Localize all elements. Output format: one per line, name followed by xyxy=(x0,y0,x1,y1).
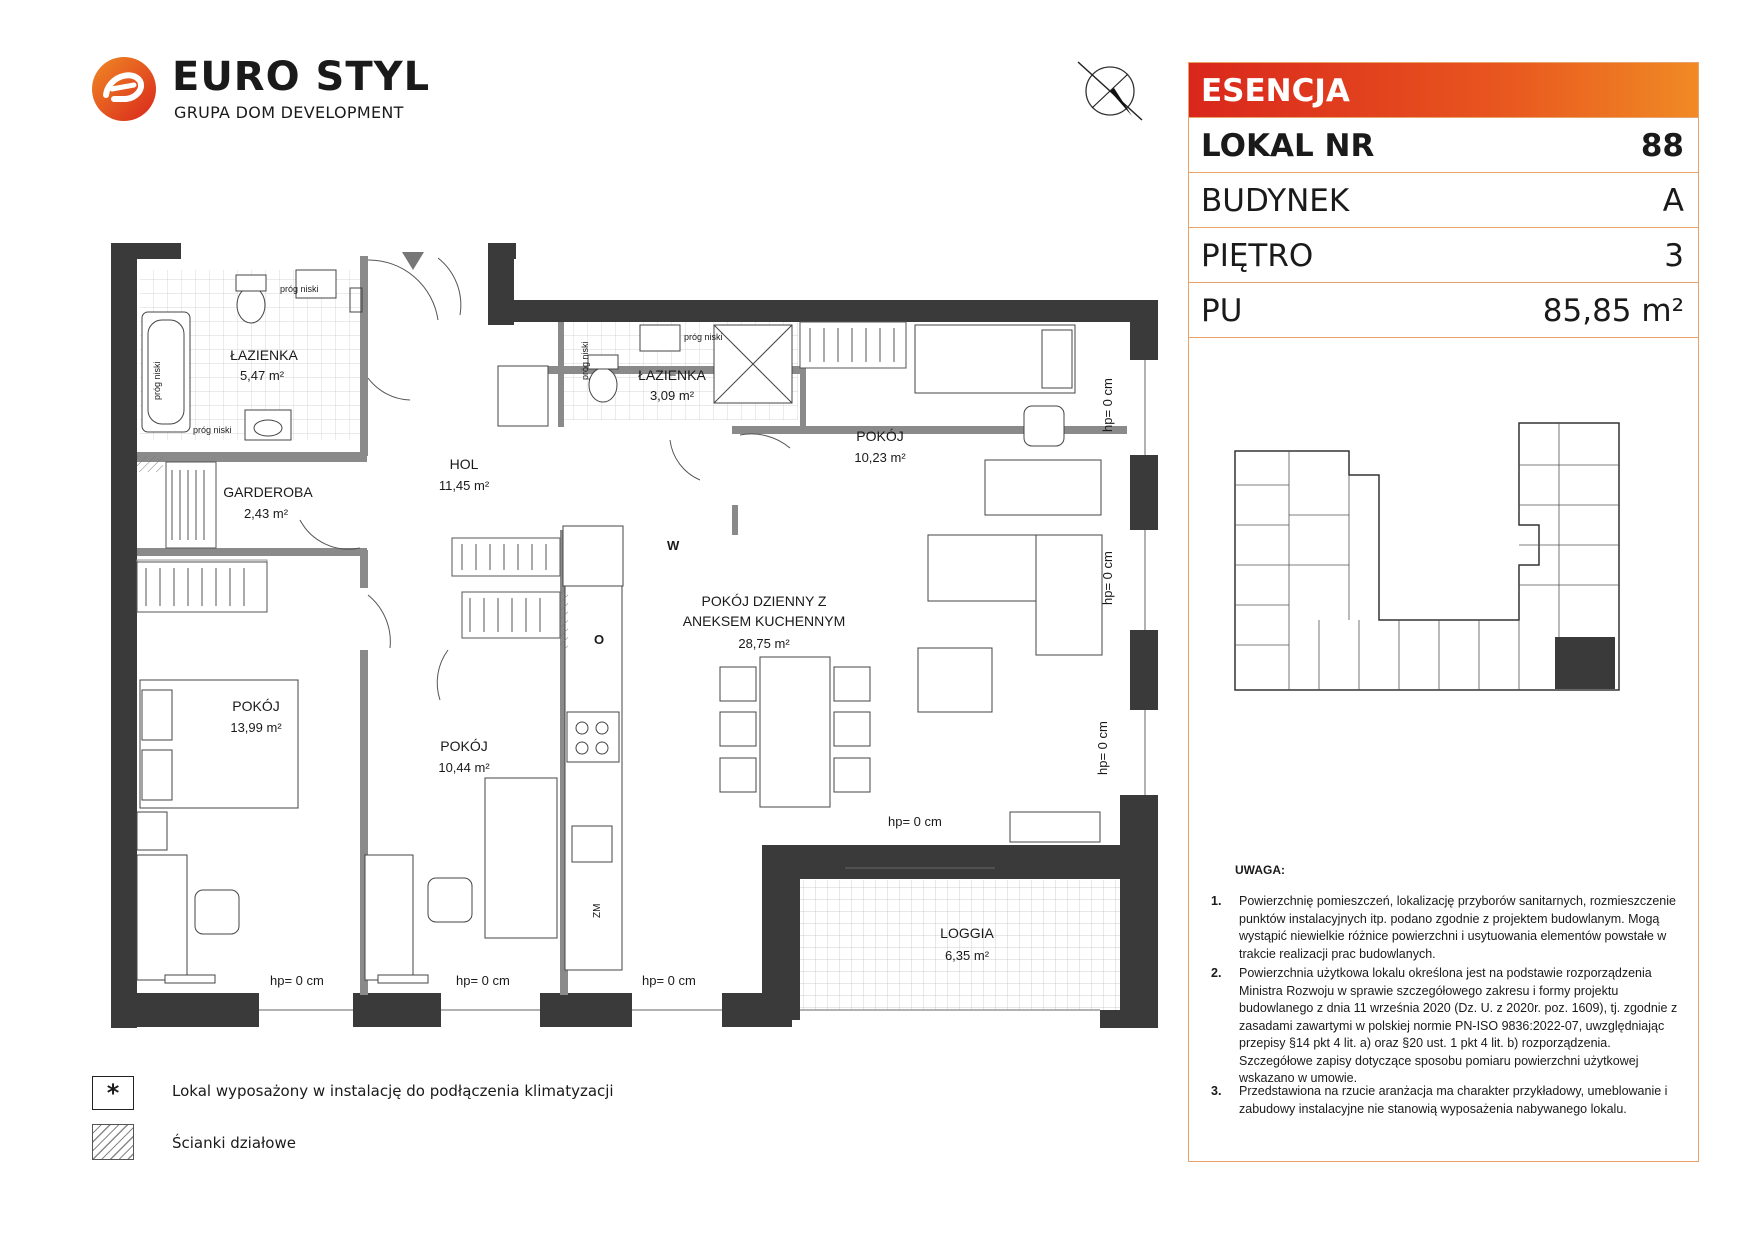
row-lokal-label: LOKAL NR xyxy=(1201,128,1375,164)
row-pu xyxy=(1189,283,1698,338)
room-pokoj-dzienny-name1: POKÓJ DZIENNY Z xyxy=(701,593,827,609)
project-name: ESENCJA xyxy=(1201,73,1350,109)
brand-subtitle: GRUPA DOM DEVELOPMENT xyxy=(174,103,404,122)
legend-hatch-label: Ścianki działowe xyxy=(172,1134,296,1152)
row-pietro-label: PIĘTRO xyxy=(1201,238,1314,274)
threshold-label: próg niski xyxy=(152,361,162,400)
hp-label: hp= 0 cm xyxy=(270,973,324,988)
row-pu-value: 85,85 m² xyxy=(1542,293,1684,329)
hp-label: hp= 0 cm xyxy=(1095,721,1110,775)
info-panel xyxy=(1188,62,1699,1162)
row-budynek-value: A xyxy=(1662,183,1684,219)
room-lazienka-2-name: ŁAZIENKA xyxy=(638,367,706,383)
note-2 xyxy=(1211,965,1691,1085)
room-garderoba-area: 2,43 m² xyxy=(243,506,289,521)
room-pokoj-s-area: 10,44 m² xyxy=(438,760,490,775)
north-arrow-icon xyxy=(1070,58,1146,122)
living-furniture xyxy=(720,535,1102,842)
note-3 xyxy=(1211,1083,1691,1143)
hp-label: hp= 0 cm xyxy=(642,973,696,988)
room-pokoj-ne-area: 10,23 m² xyxy=(854,450,906,465)
project-header xyxy=(1189,63,1698,118)
row-lokal xyxy=(1189,118,1698,173)
room-lazienka-1-name: ŁAZIENKA xyxy=(230,347,298,363)
room-loggia-area: 6,35 m² xyxy=(944,948,990,963)
compass xyxy=(1070,58,1146,122)
threshold-label: próg niski xyxy=(580,341,590,380)
logo xyxy=(90,55,158,123)
bedroom-s-furniture xyxy=(365,778,557,983)
room-loggia-name: LOGGIA xyxy=(940,925,994,941)
entrance-arrow-icon xyxy=(402,252,424,270)
threshold-label: próg niski xyxy=(280,284,319,294)
hp-label: hp= 0 cm xyxy=(1100,551,1115,605)
dishwasher-label: ZM xyxy=(592,903,603,918)
legend-ac-symbol: * xyxy=(92,1076,134,1110)
hp-label: hp= 0 cm xyxy=(456,973,510,988)
room-pokoj-sw-area: 13,99 m² xyxy=(230,720,282,735)
brand-name: EURO STYL xyxy=(172,54,431,100)
room-lazienka-2-area: 3,09 m² xyxy=(649,388,695,403)
floor-plan xyxy=(100,236,1160,1036)
note-text: Przedstawiona na rzucie aranżacja ma charakter przykładowy, umeblowanie i zabudowy instalacyjne nie stanowią wyposażenia nabywanego lokalu. xyxy=(1239,1084,1668,1116)
room-hol-area: 11,45 m² xyxy=(438,478,490,493)
building-key-plan xyxy=(1219,415,1659,725)
logo-mark-icon xyxy=(90,55,158,123)
note-number: 1. xyxy=(1211,894,1222,908)
legend-ac-label: Lokal wyposażony w instalację do podłączenia klimatyzacji xyxy=(172,1082,614,1100)
note-text: Powierzchnię pomieszczeń, lokalizację przyborów sanitarnych, rozmieszczenie punktów instalacyjnych itp. podano zgodnie z projektem budowlanym. Mogą wystąpić niewielkie różnice powierzchni i usytuowania elementów powstałe w trakcie realizacji prac budowlanych. xyxy=(1239,894,1676,961)
row-budynek-label: BUDYNEK xyxy=(1201,183,1350,219)
kitchen-counter xyxy=(563,526,623,970)
room-pokoj-s-name: POKÓJ xyxy=(440,738,488,754)
notes-title: UWAGA: xyxy=(1235,863,1285,877)
water-label: W xyxy=(667,538,680,553)
room-pokoj-ne-name: POKÓJ xyxy=(856,428,904,444)
room-hol-name: HOL xyxy=(449,456,479,472)
threshold-label: próg niski xyxy=(193,425,232,435)
drain-label: O xyxy=(594,632,605,647)
threshold-label: próg niski xyxy=(684,332,723,342)
hp-label: hp= 0 cm xyxy=(888,814,942,829)
row-pietro xyxy=(1189,228,1698,283)
note-number: 3. xyxy=(1211,1084,1222,1098)
note-1 xyxy=(1211,893,1691,973)
room-pokoj-dzienny-name2: ANEKSEM KUCHENNYM xyxy=(682,613,846,629)
room-pokoj-dzienny-area: 28,75 m² xyxy=(738,636,790,651)
row-pietro-value: 3 xyxy=(1664,238,1684,274)
note-number: 2. xyxy=(1211,966,1222,980)
row-budynek xyxy=(1189,173,1698,228)
bedroom-ne-furniture xyxy=(915,325,1101,515)
legend-hatch-symbol xyxy=(92,1124,134,1160)
row-pu-label: PU xyxy=(1201,293,1243,329)
room-lazienka-1-area: 5,47 m² xyxy=(239,368,285,383)
unit-marker xyxy=(1555,637,1615,689)
note-text: Powierzchnia użytkowa lokalu określona jest na podstawie rozporządzenia Ministra Rozwoju w sprawie szczegółowego zakresu i formy projektu budowlanego z dnia 11 września 2020 (Dz. U. z 2020r. poz. 1609), tj. zgodnie z zasadami zawartymi w polskiej normie PN-ISO 9836:2022-07, uwzględniając przepisy §14 pkt 4 lit. a) oraz §20 ust. 1 pkt 4 lit. b) rozporządzenia. Szczegółowe zapisy dotyczące sposobu pomiaru powierzchni użytkowej wskazano w umowie. xyxy=(1239,966,1678,1085)
row-lokal-value: 88 xyxy=(1640,128,1684,164)
hp-label: hp= 0 cm xyxy=(1100,378,1115,432)
room-garderoba-name: GARDEROBA xyxy=(223,484,313,500)
room-pokoj-sw-name: POKÓJ xyxy=(232,698,280,714)
